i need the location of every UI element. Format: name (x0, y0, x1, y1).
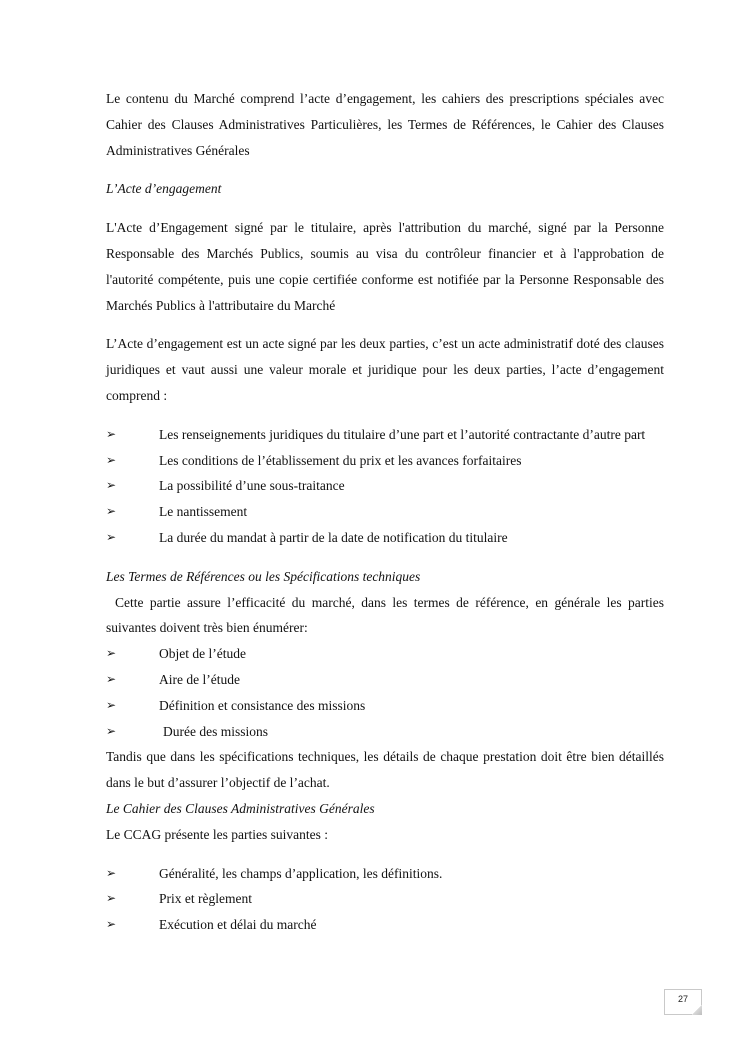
list-item: ➢ La durée du mandat à partir de la date de notification du titulaire (106, 525, 664, 551)
page-number-box (664, 989, 702, 1015)
acte-bullet-list (106, 422, 664, 551)
arrow-bullet-icon: ➢ (106, 917, 117, 932)
list-item: ➢ Durée des missions (106, 719, 664, 745)
list-item: ➢ Les renseignements juridiques du titulaire d’une part et l’autorité contractante d’autre part (106, 422, 664, 448)
list-item: ➢ Exécution et délai du marché (106, 912, 664, 938)
page-number: 27 (677, 994, 688, 1004)
acte-paragraph-1: L'Acte d’Engagement signé par le titulaire, après l'attribution du marché, signé par la Personne Responsable des Marchés Publics, soumis au visa du contrôleur financier et à l'approbation de l'autorité compétente, puis une copie certifiée conforme est notifiée par la Personne Responsable des Marchés Publics à l'attributaire du Marché (106, 220, 664, 313)
termes-paragraph-2: Tandis que dans les spécifications techniques, les détails de chaque prestation doit être bien détaillés dans le but d’assurer l’objectif de l’achat. (106, 749, 664, 791)
list-item: ➢ Le nantissement (106, 499, 664, 525)
list-item: ➢ Définition et consistance des missions (106, 693, 664, 719)
section-heading-termes-references: Les Termes de Références ou les Spécifications techniques (106, 568, 421, 584)
list-item: ➢ Les conditions de l’établissement du prix et les avances forfaitaires (106, 448, 664, 474)
arrow-bullet-icon: ➢ (106, 478, 117, 493)
acte-paragraph-2: L’Acte d’engagement est un acte signé par les deux parties, c’est un acte administratif doté des clauses juridiques et vaut aussi une valeur morale et juridique pour les deux parties, l’acte d’engagement comprend : (106, 336, 664, 403)
list-item: ➢ Aire de l’étude (106, 667, 664, 693)
ccag-paragraph-1: Le CCAG présente les parties suivantes : (106, 826, 328, 842)
arrow-bullet-icon: ➢ (106, 671, 117, 686)
page-corner-fold (692, 1005, 702, 1015)
termes-bullet-list (106, 641, 664, 744)
intro-paragraph: Le contenu du Marché comprend l’acte d’engagement, les cahiers des prescriptions spéciales avec Cahier des Clauses Administratives Particulières, les Termes de Références, le Cahier des Clauses Administratives Générales (106, 91, 664, 158)
arrow-bullet-icon: ➢ (106, 697, 117, 712)
list-item: ➢ Prix et règlement (106, 886, 664, 912)
section-heading-acte-engagement: L’Acte d’engagement (106, 181, 222, 197)
list-item: ➢ La possibilité d’une sous-traitance (106, 473, 664, 499)
arrow-bullet-icon: ➢ (106, 504, 117, 519)
arrow-bullet-icon: ➢ (106, 426, 117, 441)
arrow-bullet-icon: ➢ (106, 723, 117, 738)
list-item: ➢ Objet de l’étude (106, 641, 664, 667)
ccag-bullet-list (106, 861, 664, 938)
arrow-bullet-icon: ➢ (106, 646, 117, 661)
arrow-bullet-icon: ➢ (106, 452, 117, 467)
termes-paragraph-1: Cette partie assure l’efficacité du marché, dans les termes de référence, en générale les parties suivantes doivent très bien énumérer: (106, 594, 664, 636)
page-content (106, 86, 664, 938)
section-heading-ccag: Le Cahier des Clauses Administratives Générales (106, 800, 375, 816)
arrow-bullet-icon: ➢ (106, 529, 117, 544)
arrow-bullet-icon: ➢ (106, 865, 117, 880)
arrow-bullet-icon: ➢ (106, 891, 117, 906)
list-item: ➢ Généralité, les champs d’application, les définitions. (106, 861, 664, 887)
